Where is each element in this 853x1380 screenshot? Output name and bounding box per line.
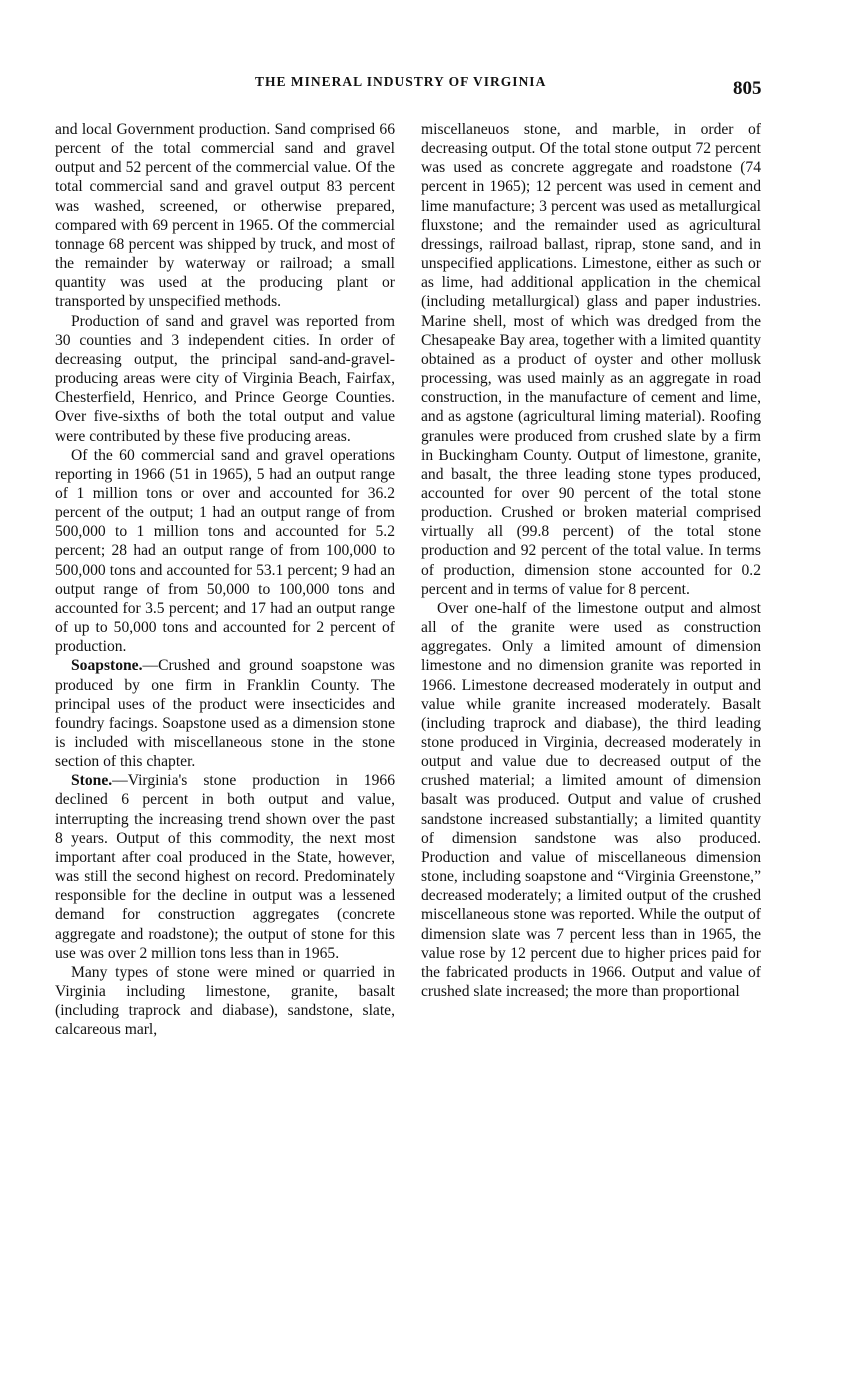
- paragraph: miscellaneuos stone, and marble, in order of decreasing output. Of the total stone output 72 percent was used as concrete aggregate and roadstone (74 percent in 1965); 12 percent was used in cement and lime manufacture; 3 percent was used as metallurgical fluxstone; and the remainder used as agricultural dressings, railroad ballast, riprap, stone sand, and in unspecified applications. Limestone, either as such or as lime, had additional application in the chemical (including metallurgical) glass and paper industries. Marine shell, most of which was dredged from the Chesapeake Bay area, together with a limited quantity obtained as a product of oyster and other mollusk processing, was used mainly as an aggregate in road construction, in the manufacture of cement and lime, and as agstone (agricultural liming material). Roofing granules were produced from crushed slate by a firm in Buckingham County. Output of limestone, granite, and basalt, the three leading stone types produced, accounted for over 90 percent of the total stone production. Crushed or broken material comprised virtually all (99.8 percent) of the total stone production and 92 percent of the total value. In terms of production, dimension stone accounted for 0.2 percent and in terms of value for 8 percent.: [421, 121, 761, 598]
- running-title: THE MINERAL INDUSTRY OF VIRGINIA: [255, 74, 547, 89]
- page-number: 805: [733, 78, 762, 99]
- section-heading-soapstone: Soapstone.: [71, 657, 143, 675]
- paragraph: Many types of stone were mined or quarried in Virginia including limestone, granite, basalt (including traprock and diabase), sandstone, slate, calcareous marl,: [55, 963, 395, 1039]
- section-heading-stone: Stone.: [71, 772, 113, 790]
- paragraph-stone: [55, 771, 395, 963]
- paragraph: Production of sand and gravel was reported from 30 counties and 3 independent cities. In order of decreasing output, the principal sand-and-gravel-producing areas were city of Virginia Beach, Fairfax, Chesterfield, Henrico, and Prince George Counties. Over five-sixths of both the total output and value were contributed by these five producing areas.: [55, 312, 395, 445]
- paragraph: Of the 60 commercial sand and gravel operations reporting in 1966 (51 in 1965), 5 had an output range of 1 million tons or over and accounted for 36.2 percent of the output; 1 had an output range of from 500,000 to 1 million tons and accounted for 5.2 percent; 28 had an output range of from 100,000 to 500,000 tons and accounted for 53.1 percent; 9 had an output range of from 50,000 to 100,000 tons and accounted for 3.5 percent; and 17 had an output range of up to 50,000 tons and accounted for 2 percent of production.: [55, 446, 395, 656]
- paragraph-body: —Crushed and ground soapstone was produced by one firm in Franklin County. The principal uses of the product were insecticides and foundry facings. Soapstone used as a dimension stone is included with miscellaneous stone in the stone section of this chapter.: [55, 657, 395, 771]
- left-column: [55, 120, 395, 1040]
- paragraph-body: —Virginia's stone production in 1966 declined 6 percent in both output and value, interrupting the increasing trend shown over the past 8 years. Output of this commodity, the next most important after coal produced in the State, however, was still the second highest on record. Predominately responsible for the decline in output was a lessened demand for construction aggregates (concrete aggregate and roadstone); the output of stone for this use was over 2 million tons less than in 1965.: [55, 772, 395, 962]
- paragraph: Over one-half of the limestone output and almost all of the granite were used as construction aggregates. Only a limited amount of dimension limestone and no dimension granite was reported in 1966. Limestone decreased moderately in output and value while granite increased moderately. Basalt (including traprock and diabase), the third leading stone produced in Virginia, decreased moderately in output and value due to decreased output of the crushed material; a limited amount of dimension basalt was produced. Output and value of crushed sandstone increased substantially; a limited quantity of dimension sandstone was also produced. Production and value of miscellaneous dimension stone, including soapstone and “Virginia Greenstone,” decreased moderately; a limited output of the crushed miscellaneous stone was reported. While the output of dimension slate was 7 percent less than in 1965, the value rose by 12 percent due to higher prices paid for the fabricated products in 1966. Output and value of crushed slate increased; the more than proportional: [421, 599, 761, 1001]
- right-column: [421, 120, 761, 1001]
- paragraph-soapstone: [55, 656, 395, 771]
- paragraph: and local Government production. Sand comprised 66 percent of the total commercial sand and gravel output and 52 percent of the commercial value. Of the total commercial sand and gravel output 83 percent was washed, screened, or otherwise prepared, compared with 69 percent in 1965. Of the commercial tonnage 68 percent was shipped by truck, and most of the remainder by waterway or railroad; a small quantity was used at the producing plant or transported by unspecified methods.: [55, 121, 395, 311]
